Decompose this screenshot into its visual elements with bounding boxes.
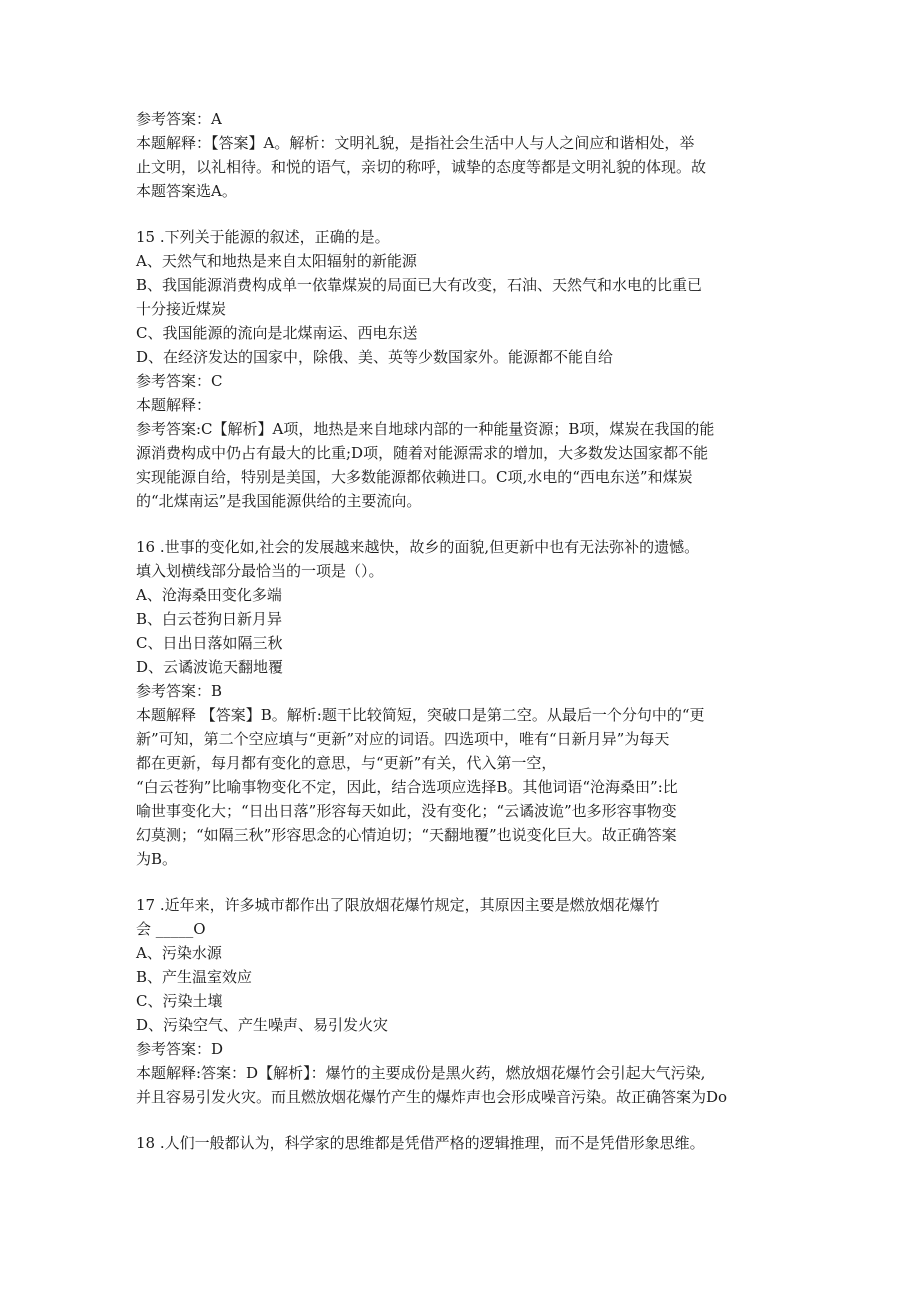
question-16 <box>136 535 796 871</box>
spacer <box>136 871 796 893</box>
option-a: A、污染水源 <box>136 944 222 962</box>
spacer <box>136 513 796 535</box>
option-b-continued: 十分接近煤炭 <box>136 300 227 318</box>
answer-line: 参考答案：D <box>136 1040 224 1058</box>
option-c: C、日出日落如隔三秋 <box>136 634 283 652</box>
question-text: 16 .世事的变化如,社会的发展越来越快，故乡的面貌,但更新中也有无法弥补的遗憾。 <box>136 538 700 556</box>
answer-line: 参考答案：C <box>136 372 223 390</box>
option-a: A、天然气和地热是来自太阳辐射的新能源 <box>136 252 417 270</box>
explanation-line: 喻世事变化大；“日出日落”形容每天如此，没有变化；“云谲波诡”也多形容事物变 <box>136 802 677 820</box>
explanation-line: 本题解释：【答案】A。解析：文明礼貌，是指社会生活中人与人之间应和谐相处，举 <box>136 134 695 152</box>
explanation-line: 并且容易引发火灾。而且燃放烟花爆竹产生的爆炸声也会形成噪音污染。故正确答案为Do <box>136 1088 728 1106</box>
question-text: 15 .下列关于能源的叙述，正确的是。 <box>136 228 390 246</box>
question-text: 18 .人们一般都认为，科学家的思维都是凭借严格的逻辑推理，而不是凭借形象思维。 <box>136 1134 705 1152</box>
explanation-line: 实现能源自给，特别是美国，大多数能源都依赖进口。C项,水电的“西电东送”和煤炭 <box>136 468 693 486</box>
option-c: C、我国能源的流向是北煤南运、西电东送 <box>136 324 418 342</box>
spacer <box>136 1109 796 1131</box>
explanation-line: 的“北煤南运”是我国能源供给的主要流向。 <box>136 492 422 510</box>
explanation-line: 本题答案选A。 <box>136 182 237 200</box>
answer-line: 参考答案：A <box>136 110 222 128</box>
prev-answer-block <box>136 107 796 203</box>
explanation-line: 止文明，以礼相待。和悦的语气，亲切的称呼，诚挚的态度等都是文明礼貌的体现。故 <box>136 158 707 176</box>
option-a: A、沧海桑田变化多端 <box>136 586 282 604</box>
question-15 <box>136 225 796 513</box>
explanation-line: 本题解释 【答案】B。解析:题干比较简短，突破口是第二空。从最后一个分句中的“更 <box>136 706 705 724</box>
spacer <box>136 203 796 225</box>
explanation-line: 参考答案:C【解析】A项，地热是来自地球内部的一种能量资源；B项，煤炭在我国的能 <box>136 420 715 438</box>
option-d: D、云谲波诡天翻地覆 <box>136 658 284 676</box>
question-18 <box>136 1131 796 1155</box>
explanation-line: 本题解释:答案：D【解析】：爆竹的主要成份是黑火药，燃放烟花爆竹会引起大气污染, <box>136 1064 706 1082</box>
explanation-line: 都在更新，每月都有变化的意思，与“更新”有关，代入第一空， <box>136 754 557 772</box>
question-text: 17 .近年来，许多城市都作出了限放烟花爆竹规定，其原因主要是燃放烟花爆竹 <box>136 896 660 914</box>
question-text: 填入划横线部分最恰当的一项是（）。 <box>136 562 384 580</box>
explanation-line: 为B。 <box>136 850 178 868</box>
explanation-line: “白云苍狗”比喻事物变化不定，因此，结合选项应选择B。其他词语“沧海桑田”:比 <box>136 778 678 796</box>
option-d: D、污染空气、产生噪声、易引发火灾 <box>136 1016 389 1034</box>
document-page <box>136 107 796 1155</box>
option-b: B、产生温室效应 <box>136 968 253 986</box>
option-b: B、白云苍狗日新月异 <box>136 610 283 628</box>
option-c: C、污染土壤 <box>136 992 223 1010</box>
explanation-line: 本题解释： <box>136 396 212 414</box>
option-b: B、我国能源消费构成单一依靠煤炭的局面已大有改变，石油、天然气和水电的比重已 <box>136 276 703 294</box>
explanation-line: 源消费构成中仍占有最大的比重;D项，随着对能源需求的增加，大多数发达国家都不能 <box>136 444 709 462</box>
explanation-line: 新”可知，第二个空应填与“更新”对应的词语。四选项中，唯有“日新月异”为每天 <box>136 730 670 748</box>
explanation-line: 幻莫测；“如隔三秋”形容思念的心情迫切；“天翻地覆”也说变化巨大。故正确答案 <box>136 826 677 844</box>
answer-line: 参考答案：B <box>136 682 223 700</box>
option-d: D、在经济发达的国家中，除俄、美、英等少数国家外。能源都不能自给 <box>136 348 614 366</box>
question-text: 会 _____O <box>136 920 206 938</box>
question-17 <box>136 893 796 1109</box>
